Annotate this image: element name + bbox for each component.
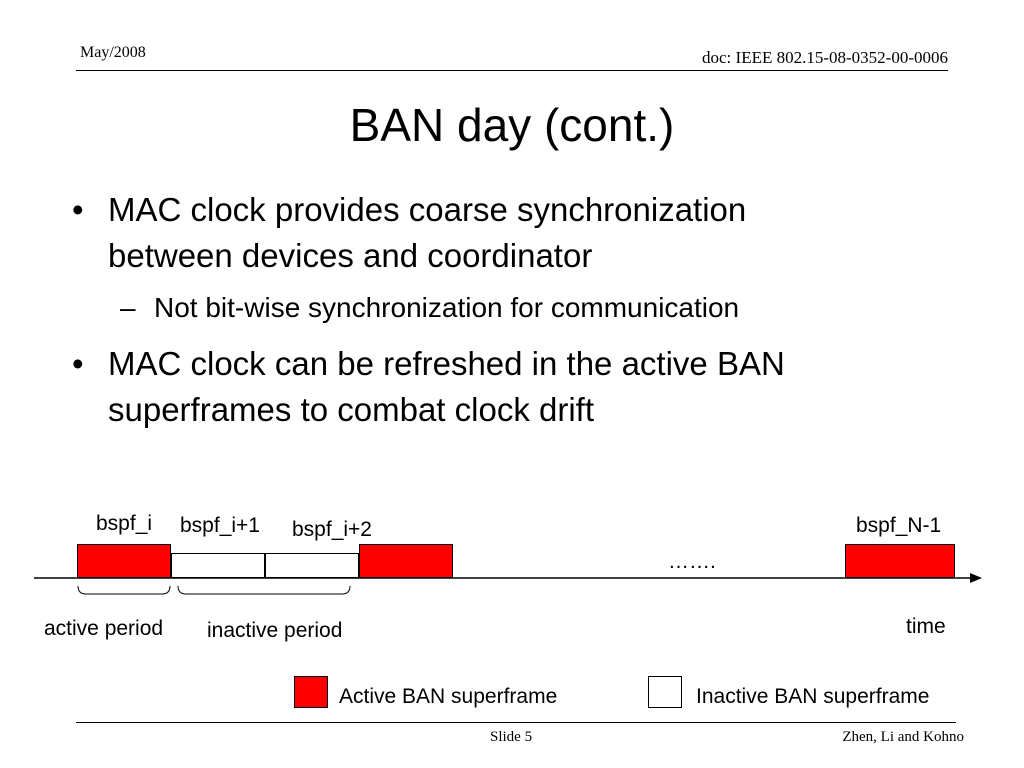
label-bspf-i-plus-1: bspf_i+1 [180,514,260,537]
legend-active-swatch [294,676,328,708]
legend-active-label: Active BAN superframe [339,685,558,708]
time-label: time [906,615,946,638]
bullet-2-line-2: superframes to combat clock drift [108,391,595,428]
active-period-label: active period [44,617,164,640]
label-bspf-n-minus-1: bspf_N-1 [856,514,942,537]
header-date: May/2008 [80,44,146,61]
inactive-period-brace [178,586,350,594]
inactive-period-label: inactive period [207,619,343,642]
bullet-2-line-1: MAC clock can be refreshed in the active BAN [108,345,785,382]
active-period-brace [78,586,170,594]
bullet-marker: • [72,191,84,228]
legend-inactive-label: Inactive BAN superframe [696,685,930,708]
footer-rule [76,722,956,723]
label-bspf-i-plus-2: bspf_i+2 [292,518,372,541]
sub-bullet-text: Not bit-wise synchronization for communication [154,292,740,323]
bullet-1-line-2: between devices and coordinator [108,237,593,274]
label-bspf-i: bspf_i [96,512,153,535]
header-doc-id: doc: IEEE 802.15-08-0352-00-0006 [702,48,948,67]
sub-bullet-dash: – [120,292,136,323]
footer-authors: Zhen, Li and Kohno [842,729,964,745]
slide-title: BAN day (cont.) [349,99,675,151]
bullet-1-line-1: MAC clock provides coarse synchronization [108,191,747,228]
bullet-marker: • [72,345,84,382]
legend-inactive-swatch [648,676,682,708]
time-axis-arrow-icon [970,573,982,583]
slide-number: Slide 5 [490,729,533,745]
ellipsis-label: ……. [668,550,716,573]
